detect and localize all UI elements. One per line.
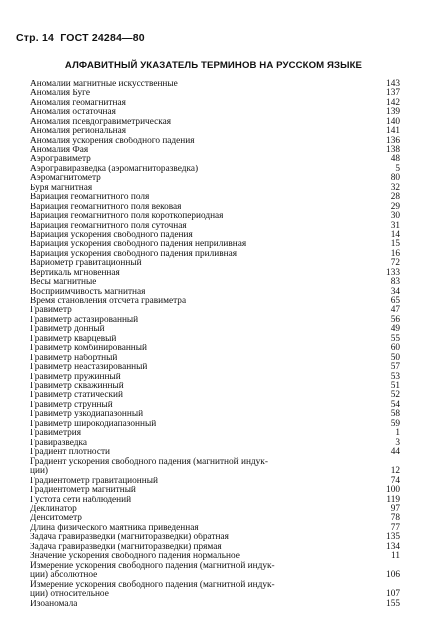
entry-page-number: 72 (390, 258, 400, 269)
index-entry (30, 429, 400, 438)
entry-page-number: 142 (386, 97, 400, 108)
index-entry (30, 278, 400, 287)
index-entry (30, 118, 400, 127)
entry-term: Гравиметр пружинный (30, 372, 121, 382)
index-entry (30, 496, 400, 505)
entry-term: Вариация ускорения свободного падения приливная (30, 249, 238, 259)
entry-page-number: 3 (395, 437, 400, 448)
entry-term: Гравиметрия (30, 429, 82, 439)
index-entry (30, 486, 400, 495)
entry-page-number: 100 (386, 485, 400, 496)
entry-term: Градиент ускорения свободного падения (магнитной индук- (30, 456, 268, 467)
entry-page-number: 74 (390, 475, 400, 486)
entry-page-number: 50 (390, 352, 400, 363)
index-entry (30, 212, 400, 221)
entry-page-number: 60 (390, 343, 400, 354)
entry-page-number: 32 (390, 182, 400, 193)
entry-page-number: 136 (386, 135, 400, 146)
entry-term: Градиентометр гравитационный (30, 476, 158, 486)
entry-term: Аномалия Фая (30, 146, 89, 156)
entry-page-number: 106 (386, 570, 400, 581)
index-entry (30, 363, 400, 372)
entry-term: Значение ускорения свободного падения нормальное (30, 552, 240, 562)
index-entry (30, 127, 400, 136)
index-entry (30, 307, 400, 316)
entry-page-number: 15 (390, 239, 400, 250)
entry-page-number: 28 (390, 192, 400, 203)
entry-term: Вариация ускорения свободного падения (30, 230, 193, 240)
entry-term: Аномалия остаточная (30, 108, 116, 118)
entry-term: Аэромагнитометр (30, 174, 101, 184)
index-entry (30, 514, 400, 523)
index-entry (30, 156, 400, 165)
entry-term: Вариация геомагнитного поля короткопериодная (30, 212, 224, 222)
entry-term: Время становления отсчета гравиметра (30, 297, 187, 307)
entry-term: Изоаномала (30, 599, 78, 609)
index-entry (30, 373, 400, 382)
entry-term: Задача гравиразведки (магниторазведки) обратная (30, 533, 229, 543)
standard-code: ГОСТ 24284—80 (60, 32, 145, 44)
index-entry (30, 231, 400, 240)
entry-page-number: 83 (390, 277, 400, 288)
index-entry (30, 250, 400, 259)
entry-term: Вариация ускорения свободного падения неприливная (30, 240, 247, 250)
entry-term: Градиентометр магнитный (30, 486, 136, 496)
entry-term: Гравиразведка (30, 438, 87, 448)
entry-page-number: 53 (390, 371, 400, 382)
entry-term: Гравиметр астазированный (30, 315, 139, 325)
index-entry (30, 259, 400, 268)
entry-page-number: 134 (386, 541, 400, 552)
entry-page-number: 119 (386, 494, 400, 505)
index-entry (30, 477, 400, 486)
index-entry (30, 533, 400, 542)
entry-page-number: 47 (390, 305, 400, 316)
index-entry (30, 99, 400, 108)
index-entry (30, 269, 400, 278)
entry-page-number: 107 (386, 589, 400, 600)
entry-term: Аэрогравиразведка (аэромагниторазведка) (30, 164, 199, 174)
entry-term: Аномалия Буге (30, 89, 90, 99)
entry-page-number: 141 (386, 126, 400, 137)
entry-term: Градиент плотности (30, 448, 110, 458)
entry-page-number: 5 (395, 163, 400, 174)
entry-page-number: 34 (390, 286, 400, 297)
index-entry (30, 89, 400, 98)
entry-page-number: 49 (390, 324, 400, 335)
entry-term: Вариация геомагнитного поля суточная (30, 221, 187, 231)
entry-page-number: 16 (390, 248, 400, 259)
entry-term-continued: ции) (30, 466, 49, 477)
entry-page-number: 80 (390, 173, 400, 184)
entry-page-number: 52 (390, 390, 400, 401)
entry-page-number: 58 (390, 409, 400, 420)
entry-page-number: 143 (386, 78, 400, 89)
index-entry (30, 316, 400, 325)
entry-page-number: 57 (390, 362, 400, 373)
entry-term: Длина физического маятника приведенная (30, 523, 199, 533)
entry-page-number: 137 (386, 88, 400, 99)
index-entry (30, 137, 400, 146)
entry-term: Густота сети наблюдений (30, 495, 132, 505)
entry-page-number: 55 (390, 333, 400, 344)
index-entry (30, 108, 400, 117)
entry-term: Восприимчивость магнитная (30, 287, 146, 297)
index-entry (30, 325, 400, 334)
index-entry (30, 401, 400, 410)
entry-term: Аномалия ускорения свободного падения (30, 136, 195, 146)
entry-page-number: 31 (390, 220, 400, 231)
entry-page-number: 51 (390, 380, 400, 391)
entry-page-number: 29 (390, 201, 400, 212)
index-entry (30, 439, 400, 448)
entry-term: Гравиметр неастазированный (30, 363, 148, 373)
entry-page-number: 97 (390, 503, 400, 514)
index-entry (30, 297, 400, 306)
entry-term: Измерение ускорения свободного падения (магнитной индук- (30, 560, 275, 571)
index-entry (30, 203, 400, 212)
entry-page-number: 1 (395, 428, 400, 439)
entry-page-number: 140 (386, 116, 400, 127)
index-entry (30, 543, 400, 552)
entry-term: Гравиметр широкодиапазонный (30, 419, 157, 429)
index-entry (30, 354, 400, 363)
index-entry (30, 420, 400, 429)
entry-term: Гравиметр (30, 306, 72, 316)
entry-term: Измерение ускорения свободного падения (магнитной индук- (30, 579, 275, 590)
index-entry (30, 581, 400, 600)
index-entry (30, 410, 400, 419)
entry-term: Буря магнитная (30, 183, 93, 193)
entry-term: Аэрогравиметр (30, 155, 91, 165)
entry-term: Вариация геомагнитного поля (30, 193, 150, 203)
entry-page-number: 48 (390, 154, 400, 165)
index-title: АЛФАВИТНЫЙ УКАЗАТЕЛЬ ТЕРМИНОВ НА РУССКОМ ЯЗЫКЕ (64, 60, 363, 71)
entry-term: Гравиметр донный (30, 325, 105, 335)
entry-page-number: 11 (391, 551, 400, 562)
index-entry (30, 505, 400, 514)
entry-page-number: 139 (386, 107, 400, 118)
entry-term: Аномалия региональная (30, 127, 127, 137)
entry-page-number: 30 (390, 211, 400, 222)
page-number: Стр. 14 (16, 32, 55, 44)
index-entry (30, 335, 400, 344)
entry-term: Аномалия псевдогравиметрическая (30, 117, 171, 127)
entry-term: Гравиметр узкодиапазонный (30, 410, 144, 420)
entry-page-number: 133 (386, 267, 400, 278)
index-entry (30, 600, 400, 609)
entry-term: Гравиметр набортный (30, 353, 118, 363)
entry-page-number: 12 (390, 466, 400, 477)
term-index-list (30, 80, 400, 609)
entry-term: Гравиметр скважинный (30, 381, 124, 391)
entry-term: Вертикаль мгновенная (30, 268, 120, 278)
index-entry (30, 524, 400, 533)
entry-page-number: 135 (386, 532, 400, 543)
index-entry (30, 382, 400, 391)
index-entry (30, 80, 400, 89)
entry-term: Гравиметр комбинированный (30, 344, 148, 354)
entry-page-number: 155 (386, 598, 400, 609)
index-entry (30, 458, 400, 477)
entry-term: Аномалии магнитные искусственные (30, 79, 178, 89)
entry-term: Гравиметр статический (30, 391, 123, 401)
entry-page-number: 56 (390, 314, 400, 325)
index-entry (30, 288, 400, 297)
entry-term-continued: ции) абсолютное (30, 570, 98, 581)
index-entry (30, 193, 400, 202)
index-entry (30, 184, 400, 193)
index-entry (30, 240, 400, 249)
entry-term: Гравиметр струнный (30, 400, 113, 410)
index-entry (30, 174, 400, 183)
entry-page-number: 14 (390, 229, 400, 240)
entry-term: Деклинатор (30, 504, 77, 514)
entry-term: Аномалия геомагнитная (30, 98, 126, 108)
entry-page-number: 44 (390, 447, 400, 458)
entry-term: Весы магнитные (30, 278, 97, 288)
entry-term: Задача гравиразведки (магниторазведки) прямая (30, 542, 222, 552)
page-header (16, 32, 148, 44)
index-entry (30, 391, 400, 400)
entry-term: Вариометр гравитационный (30, 259, 142, 269)
index-entry (30, 222, 400, 231)
index-entry (30, 344, 400, 353)
entry-page-number: 138 (386, 145, 400, 156)
index-entry (30, 562, 400, 581)
entry-page-number: 65 (390, 296, 400, 307)
entry-term: Гравиметр кварцевый (30, 334, 117, 344)
entry-page-number: 54 (390, 399, 400, 410)
entry-term: Денситометр (30, 514, 82, 524)
entry-term: Вариация геомагнитного поля вековая (30, 202, 182, 212)
index-entry (30, 165, 400, 174)
entry-page-number: 77 (390, 522, 400, 533)
entry-page-number: 59 (390, 418, 400, 429)
index-entry (30, 146, 400, 155)
entry-term-continued: ции) относительное (30, 589, 109, 600)
entry-page-number: 78 (390, 513, 400, 524)
